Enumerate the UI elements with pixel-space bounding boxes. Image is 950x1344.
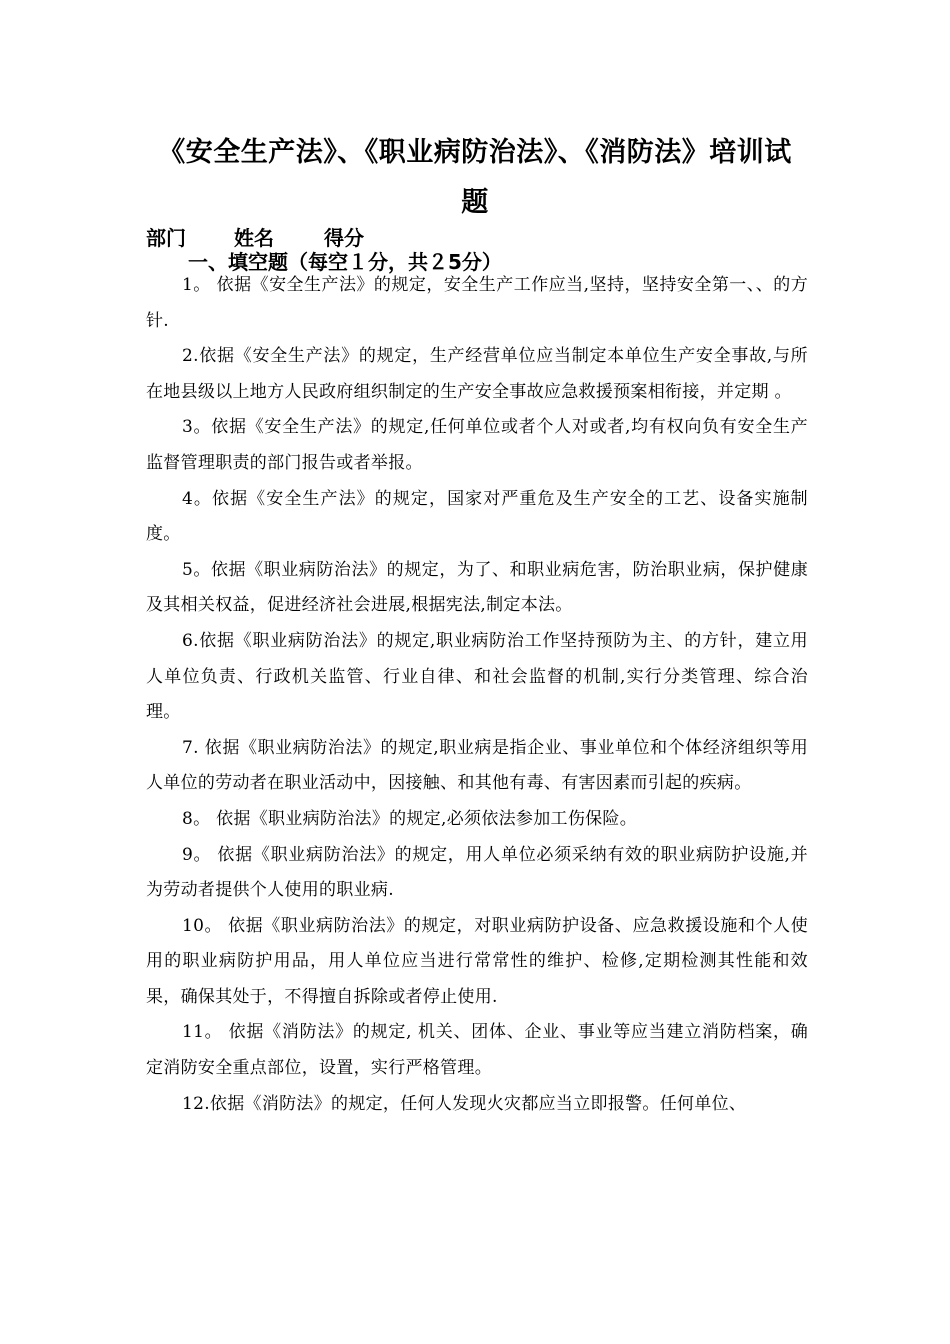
question-1: 1。 依据《安全生产法》的规定，安全生产工作应当,坚持，坚持安全第一、、的方针. <box>146 275 808 331</box>
question-7: 7. 依据《职业病防治法》的规定,职业病是指企业、事业单位和个体经济组织等用人单位的劳动者在职业活动中，因接触、和其他有毒、有害因素而引起的疾病。 <box>146 737 808 794</box>
question-10: 10。 依据《职业病防治法》的规定，对职业病防护设备、应急救援设施和个人使用的职业病防护用品，用人单位应当进行常常性的维护、检修,定期检测其性能和效果，确保其处于，不得擅自拆除或者停止使用. <box>146 915 808 1007</box>
question-6: 6.依据《职业病防治法》的规定,职业病防治工作坚持预防为主、的方针，建立用人单位负责、行政机关监管、行业自律、和社会监督的机制,实行分类管理、综合治理。 <box>146 630 808 723</box>
title-line-1: 《安全生产法》、《职业病防治法》、《消防法》培训试 <box>158 137 792 168</box>
question-12: 12.依据《消防法》的规定，任何人发现火灾都应当立即报警。任何单位、 <box>182 1093 747 1114</box>
question-8: 8。 依据《职业病防治法》的规定,必须依法参加工伤保险。 <box>182 808 638 829</box>
title-line-2: 题 <box>461 187 489 218</box>
name-label: 姓名 <box>234 226 274 250</box>
section-heading: 一、填空题（每空１分，共２5分） <box>188 250 502 274</box>
score-label: 得分 <box>324 226 364 250</box>
question-2: 2.依据《安全生产法》的规定，生产经营单位应当制定本单位生产安全事故,与所在地县级以上地方人民政府组织制定的生产安全事故应急救援预案相衔接，并定期 。 <box>146 346 808 402</box>
question-list <box>146 268 808 1122</box>
question-11: 11。 依据《消防法》的规定, 机关、团体、企业、事业等应当建立消防档案，确定消防安全重点部位，设置，实行严格管理。 <box>146 1022 808 1079</box>
question-4: 4。依据《安全生产法》的规定，国家对严重危及生产安全的工艺、设备实施制度。 <box>146 488 808 545</box>
document-title <box>120 128 830 228</box>
question-9: 9。 依据《职业病防治法》的规定，用人单位必须采纳有效的职业病防护设施,并为劳动者提供个人使用的职业病. <box>146 844 808 901</box>
department-label: 部门 <box>146 226 186 250</box>
question-5: 5。依据《职业病防治法》的规定，为了、和职业病危害，防治职业病，保护健康及其相关权益，促进经济社会进展,根据宪法,制定本法。 <box>146 559 808 616</box>
question-3: 3。依据《安全生产法》的规定,任何单位或者个人对或者,均有权向负有安全生产监督管理职责的部门报告或者举报。 <box>146 417 808 473</box>
